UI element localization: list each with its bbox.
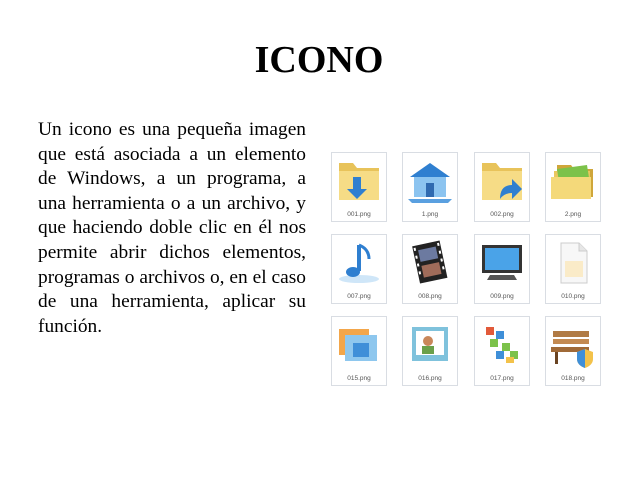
icon-caption: 1.png bbox=[421, 211, 439, 218]
email-icon bbox=[333, 319, 385, 369]
icon-tile[interactable] bbox=[474, 316, 530, 386]
icon-tile[interactable] bbox=[474, 234, 530, 304]
bench-shield-icon bbox=[547, 319, 599, 369]
folder-stack-icon bbox=[547, 155, 599, 205]
icon-caption: 010.png bbox=[561, 293, 585, 300]
icon-caption: 015.png bbox=[347, 375, 371, 382]
icon-tile[interactable] bbox=[331, 316, 387, 386]
music-note-icon bbox=[333, 237, 385, 287]
icon-caption: 001.png bbox=[347, 211, 371, 218]
description-paragraph: Un icono es una pequeña imagen que está asociada a un elemento de Windows, a un programa, a una herramienta o a un archivo, y que haciendo doble clic en él nos permite abrir dichos elementos, programas o archivos o, en el caso de una herramienta, aplicar su función. bbox=[38, 119, 306, 337]
icon-caption: 017.png bbox=[490, 375, 514, 382]
folder-shortcut-icon bbox=[476, 155, 528, 205]
folder-download-icon bbox=[333, 155, 385, 205]
icon-caption: 018.png bbox=[561, 375, 585, 382]
photo-album-icon bbox=[404, 319, 456, 369]
icon-caption: 007.png bbox=[347, 293, 371, 300]
icon-tile[interactable] bbox=[331, 234, 387, 304]
icon-grid bbox=[331, 152, 601, 387]
blank-file-icon bbox=[547, 237, 599, 287]
icon-tile[interactable] bbox=[545, 316, 601, 386]
icon-tile[interactable] bbox=[545, 234, 601, 304]
icon-tile[interactable] bbox=[402, 152, 458, 222]
icon-caption: 016.png bbox=[418, 375, 442, 382]
icon-tile[interactable] bbox=[545, 152, 601, 222]
icon-tile[interactable] bbox=[331, 152, 387, 222]
icon-tile[interactable] bbox=[402, 316, 458, 386]
icon-tile[interactable] bbox=[402, 234, 458, 304]
house-icon bbox=[404, 155, 456, 205]
monitor-icon bbox=[476, 237, 528, 287]
icon-caption: 2.png bbox=[564, 211, 582, 218]
icon-tile[interactable] bbox=[474, 152, 530, 222]
page-title: ICONO bbox=[254, 39, 384, 81]
film-icon bbox=[404, 237, 456, 287]
blocks-icon bbox=[476, 319, 528, 369]
icon-caption: 008.png bbox=[418, 293, 442, 300]
icon-caption: 009.png bbox=[490, 293, 514, 300]
icon-caption: 002.png bbox=[490, 211, 514, 218]
